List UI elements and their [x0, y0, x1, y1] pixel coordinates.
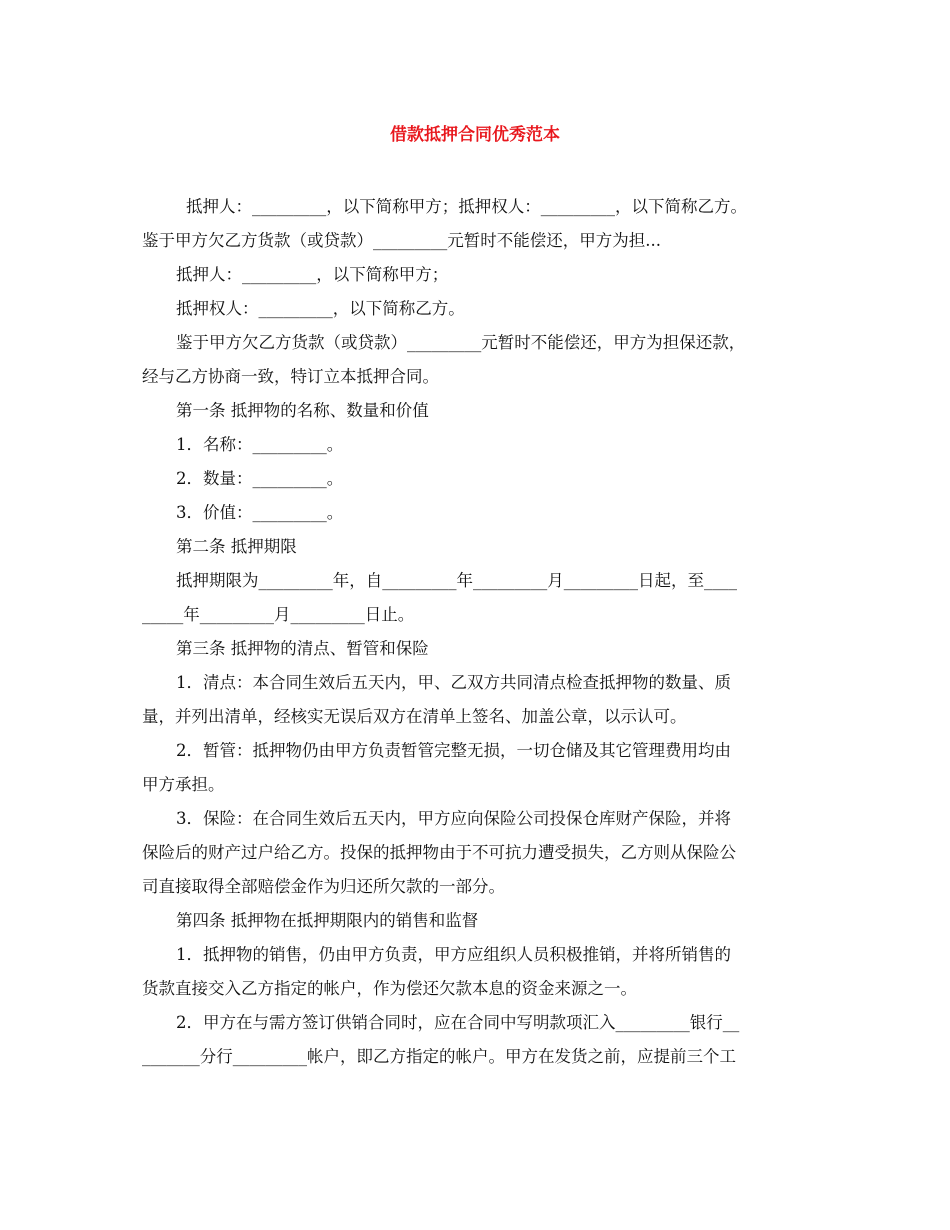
section-heading: 第二条 抵押期限 — [176, 537, 297, 556]
paragraph-line: 2．数量：_________。 — [176, 469, 344, 488]
section-heading: 第三条 抵押物的清点、暂管和保险 — [176, 639, 429, 658]
paragraph-line: 司直接取得全部赔偿金作为归还所欠款的一部分。 — [142, 877, 505, 896]
paragraph-line: 1．抵押物的销售，仍由甲方负责，甲方应组织人员积极推销，并将所销售的 — [176, 945, 731, 964]
paragraph-line: 货款直接交入乙方指定的帐户，作为偿还欠款本息的资金来源之一。 — [142, 979, 637, 998]
paragraph-line: 鉴于甲方欠乙方货款（或贷款）_________元暂时不能偿还，甲方为担... — [142, 231, 661, 250]
paragraph-line: _______分行_________帐户，即乙方指定的帐户。甲方在发货之前，应提前三个工 — [142, 1047, 736, 1066]
document-body — [142, 190, 814, 1074]
paragraph-line: 3．价值：_________。 — [176, 503, 344, 522]
section-heading: 第四条 抵押物在抵押期限内的销售和监督 — [176, 911, 479, 930]
document-title: 借款抵押合同优秀范本 — [390, 125, 560, 145]
paragraph-line: 1．清点：本合同生效后五天内，甲、乙双方共同清点检查抵押物的数量、质 — [176, 673, 731, 692]
paragraph-line: 鉴于甲方欠乙方货款（或贷款）_________元暂时不能偿还，甲方为担保还款， — [176, 333, 746, 352]
paragraph-line: 甲方承担。 — [142, 775, 225, 794]
paragraph-line: 抵押权人：_________，以下简称乙方。 — [176, 299, 465, 318]
paragraph-line: 2．甲方在与需方签订供销合同时，应在合同中写明款项汇入_________银行__ — [176, 1013, 740, 1032]
paragraph-line: 3．保险：在合同生效后五天内，甲方应向保险公司投保仓库财产保险，并将 — [176, 809, 731, 828]
paragraph-line: 抵押期限为_________年，自_________年_________月_________日起，至____ — [176, 571, 737, 590]
paragraph-line: 2．暂管：抵押物仍由甲方负责暂管完整无损，一切仓储及其它管理费用均由 — [176, 741, 731, 760]
paragraph-line: 量，并列出清单，经核实无误后双方在清单上签名、加盖公章，以示认可。 — [142, 707, 687, 726]
paragraph-line: 保险后的财产过户给乙方。投保的抵押物由于不可抗力遭受损失，乙方则从保险公 — [142, 843, 736, 862]
paragraph-line: 抵押人：_________，以下简称甲方；抵押权人：_________，以下简称乙方。 — [186, 197, 747, 216]
paragraph-line: 1．名称：_________。 — [176, 435, 344, 454]
paragraph-line: 经与乙方协商一致，特订立本抵押合同。 — [142, 367, 439, 386]
section-heading: 第一条 抵押物的名称、数量和价值 — [176, 401, 429, 420]
paragraph-line: _____年_________月_________日止。 — [142, 605, 415, 624]
paragraph-line: 抵押人：_________，以下简称甲方； — [176, 265, 449, 284]
